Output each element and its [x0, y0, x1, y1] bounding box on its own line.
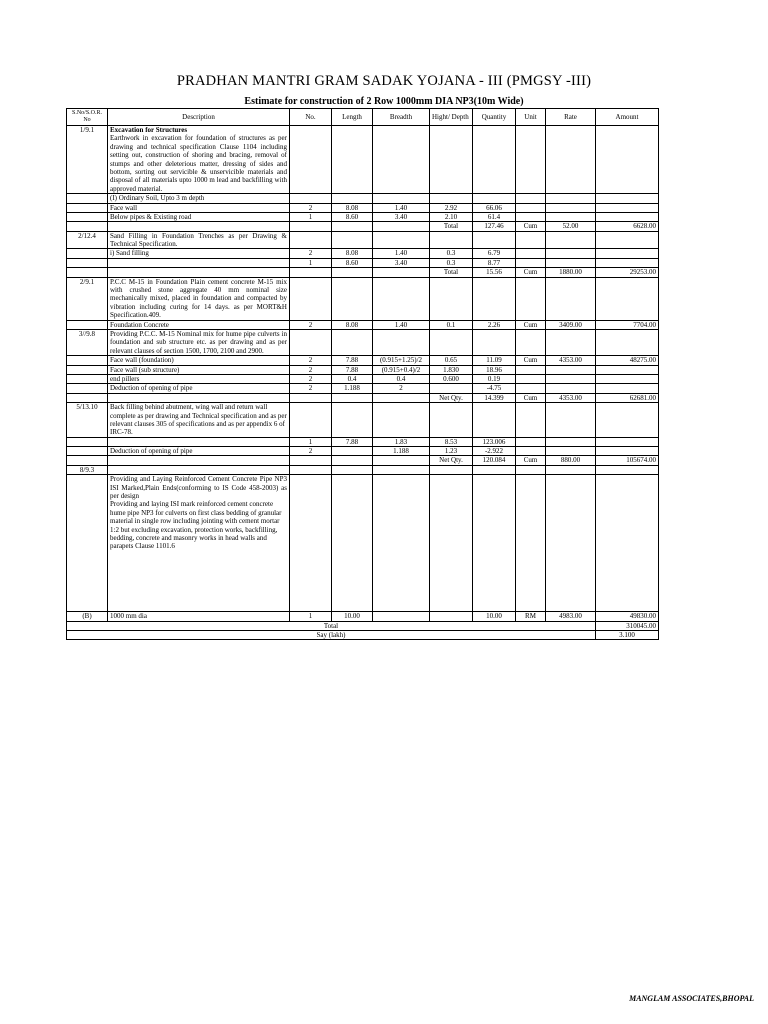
item-description: P.C.C M-15 in Foundation Plain cement concrete M-15 mix with crushed stone aggregate 40 mm nominal size mechanically mixed, placed in foundation and compacted by vibration including curing for 14 days. as per MORT&H Specification.409.: [108, 277, 290, 320]
sor-cell: (B): [67, 612, 108, 621]
row-description: Face wall (foundation): [108, 356, 290, 365]
quantity-cell: 14.399: [473, 393, 516, 402]
document-title: PRADHAN MANTRI GRAM SADAK YOJANA - III (PMGSY -III): [176, 73, 592, 89]
depth-cell: 0.600: [430, 374, 473, 383]
item-description: Providing and laying ISI mark reinforced cement concrete hume pipe NP3 for culverts on first class bedding of granular material in single row including jointing with cement mortar 1:2 but excluding excavation, protection works, backfilling, bedding, concrete and masonry works in head walls and parapets Clause 1101.6: [110, 500, 282, 551]
table-row: [67, 222, 659, 231]
no-cell: 2: [290, 203, 332, 212]
table-row: [67, 447, 659, 456]
document-subtitle: Estimate for construction of 2 Row 1000mm DIA NP3(10m Wide): [244, 96, 524, 107]
row-description: 1000 mm dia: [108, 612, 290, 621]
estimate-table: [66, 108, 659, 640]
sor-cell: 8/9.3: [67, 465, 108, 474]
item-title: Sand Filling in Foundation Trenches as per Drawing & Technical Specification.: [108, 231, 290, 249]
unit-cell: Cum: [516, 268, 546, 277]
sor-cell: 2/12.4: [67, 231, 108, 249]
table-row: [67, 393, 659, 402]
amount-cell: 7704.00: [596, 320, 659, 329]
breadth-cell: 1.188: [373, 447, 430, 456]
rate-cell: 1880.00: [546, 268, 596, 277]
row-description: Foundation Concrete: [108, 320, 290, 329]
table-row: [67, 475, 659, 612]
length-cell: 8.08: [332, 203, 373, 212]
quantity-cell: 10.00: [473, 612, 516, 621]
table-row: [67, 374, 659, 383]
depth-cell: 0.3: [430, 258, 473, 267]
quantity-cell: 66.06: [473, 203, 516, 212]
row-description: i) Sand filling: [108, 249, 290, 258]
row-description: Face wall: [108, 203, 290, 212]
table-row: [67, 329, 659, 355]
table-row: [67, 249, 659, 258]
depth-cell: 2.92: [430, 203, 473, 212]
no-cell: 2: [290, 365, 332, 374]
depth-cell: 8.53: [430, 437, 473, 446]
quantity-cell: -2.922: [473, 447, 516, 456]
length-cell: 7.88: [332, 437, 373, 446]
quantity-cell: 2.26: [473, 320, 516, 329]
quantity-cell: -4.75: [473, 384, 516, 393]
amount-cell: 105674.00: [596, 456, 659, 465]
quantity-cell: 123.006: [473, 437, 516, 446]
item-description: Earthwork in excavation for foundation of structures as per drawing and technical specification Clause 1104 including setting out, construction of shoring and bracing, removal of stumps and other deleterious matter, dressing of sides and bottom, sorting out servicible & unservicible materials and disposal of all materials upto 1000 m lead and backfilling with approved material.: [110, 134, 287, 193]
quantity-cell: 11.09: [473, 356, 516, 365]
quantity-cell: 8.77: [473, 258, 516, 267]
sor-cell: 5/13.10: [67, 403, 108, 438]
amount-cell: 48275.00: [596, 356, 659, 365]
sor-cell: 2/9.1: [67, 277, 108, 320]
no-cell: 2: [290, 447, 332, 456]
quantity-cell: 15.56: [473, 268, 516, 277]
row-description: end pillers: [108, 374, 290, 383]
say-row: [67, 631, 659, 640]
breadth-cell: (0.915+1.25)/2: [373, 356, 430, 365]
item-description: Providing and Laying Reinforced Cement Concrete Pipe NP3 ISI Marked,Plain Ends(conforming to IS Code 458-2003) as per design: [110, 475, 287, 501]
table-row: [67, 212, 659, 221]
breadth-cell: 1.40: [373, 249, 430, 258]
no-cell: 2: [290, 384, 332, 393]
unit-cell: Cum: [516, 222, 546, 231]
table-row: [67, 126, 659, 194]
grand-total-label: Total: [67, 621, 596, 630]
length-cell: 1.188: [332, 384, 373, 393]
table-row: [67, 356, 659, 365]
breadth-cell: 3.40: [373, 212, 430, 221]
table-row: [67, 268, 659, 277]
unit-cell: RM: [516, 612, 546, 621]
unit-cell: Cum: [516, 393, 546, 402]
length-cell: 10.00: [332, 612, 373, 621]
total-label: Net Qty.: [430, 456, 473, 465]
table-row: [67, 231, 659, 249]
length-cell: 8.08: [332, 249, 373, 258]
table-row: [67, 365, 659, 374]
row-description: [108, 437, 290, 446]
breadth-cell: 3.40: [373, 258, 430, 267]
description-cell: [108, 126, 290, 194]
col-header: No.: [290, 109, 332, 126]
amount-cell: 29253.00: [596, 268, 659, 277]
table-row: [67, 403, 659, 438]
row-description: Deduction of opening of pipe: [108, 447, 290, 456]
table-row: [67, 456, 659, 465]
breadth-cell: (0.915+0.4)/2: [373, 365, 430, 374]
breadth-cell: 0.4: [373, 374, 430, 383]
depth-cell: 0.1: [430, 320, 473, 329]
breadth-cell: 1.83: [373, 437, 430, 446]
length-cell: 0.4: [332, 374, 373, 383]
description-cell: [108, 475, 290, 612]
item-description: Back filling behind abutment, wing wall and return wall complete as per drawing and Technical specification and as per relevant clauses 305 of specifications and as per appendix 6 of IRC-78.: [108, 403, 290, 438]
row-description: Deduction of opening of pipe: [108, 384, 290, 393]
no-cell: 1: [290, 212, 332, 221]
no-cell: 1: [290, 437, 332, 446]
depth-cell: 1.23: [430, 447, 473, 456]
quantity-cell: 0.19: [473, 374, 516, 383]
rate-cell: 4983.00: [546, 612, 596, 621]
table-row: [67, 203, 659, 212]
table-row: [67, 320, 659, 329]
col-header: Unit: [516, 109, 546, 126]
row-description: Below pipes & Existing road: [108, 212, 290, 221]
depth-cell: [430, 384, 473, 393]
amount-cell: 49830.00: [596, 612, 659, 621]
say-amount: 3.100: [596, 631, 659, 640]
table-row: [67, 384, 659, 393]
no-cell: 1: [290, 258, 332, 267]
say-label: Say (lakh): [67, 631, 596, 640]
no-cell: 2: [290, 320, 332, 329]
depth-cell: 1.830: [430, 365, 473, 374]
table-row: [67, 194, 659, 203]
table-row: [67, 465, 659, 474]
rate-cell: 4353.00: [546, 356, 596, 365]
rate-cell: 52.00: [546, 222, 596, 231]
length-cell: 8.60: [332, 258, 373, 267]
col-header: Rate: [546, 109, 596, 126]
table-row: [67, 277, 659, 320]
quantity-cell: 18.96: [473, 365, 516, 374]
sor-cell: 1/9.1: [67, 126, 108, 194]
rate-cell: 3409.00: [546, 320, 596, 329]
quantity-cell: 127.46: [473, 222, 516, 231]
footer-company: MANGLAM ASSOCIATES,BHOPAL: [629, 994, 754, 1003]
col-header: Quantity: [473, 109, 516, 126]
total-label: Net Qty.: [430, 393, 473, 402]
grand-total-amount: 310045.00: [596, 621, 659, 630]
amount-cell: 62681.00: [596, 393, 659, 402]
table-row: [67, 437, 659, 446]
quantity-cell: 6.79: [473, 249, 516, 258]
col-header: S.No/S.O.R. No: [67, 109, 108, 126]
length-cell: 8.60: [332, 212, 373, 221]
amount-cell: 6628.00: [596, 222, 659, 231]
length-cell: 7.88: [332, 365, 373, 374]
depth-cell: 0.3: [430, 249, 473, 258]
row-description: [108, 258, 290, 267]
unit-cell: Cum: [516, 320, 546, 329]
table-row: [67, 612, 659, 621]
row-description: Face wall (sub structure): [108, 365, 290, 374]
unit-cell: Cum: [516, 456, 546, 465]
table-row: [67, 258, 659, 267]
no-cell: 1: [290, 612, 332, 621]
quantity-cell: 61.4: [473, 212, 516, 221]
no-cell: 2: [290, 374, 332, 383]
length-cell: 8.08: [332, 320, 373, 329]
depth-cell: 0.65: [430, 356, 473, 365]
quantity-cell: 120.084: [473, 456, 516, 465]
rate-cell: 4353.00: [546, 393, 596, 402]
breadth-cell: 2: [373, 384, 430, 393]
item-title: Excavation for Structures: [110, 126, 188, 134]
sor-cell: 3//9.8: [67, 329, 108, 355]
col-header: Hight/ Depth: [430, 109, 473, 126]
depth-cell: 2.10: [430, 212, 473, 221]
col-header: Description: [108, 109, 290, 126]
length-cell: [332, 447, 373, 456]
col-header: Length: [332, 109, 373, 126]
breadth-cell: 1.40: [373, 320, 430, 329]
total-label: Total: [430, 222, 473, 231]
total-label: Total: [430, 268, 473, 277]
no-cell: 2: [290, 249, 332, 258]
table-header-row: [67, 109, 659, 126]
sub-heading: (I) Ordinary Soil, Upto 3 m depth: [108, 194, 290, 203]
unit-cell: Cum: [516, 356, 546, 365]
col-header: Amount: [596, 109, 659, 126]
no-cell: 2: [290, 356, 332, 365]
length-cell: 7.88: [332, 356, 373, 365]
item-title: Providing P.C.C. M-15 Nominal mix for hume pipe culverts in foundation and sub structure etc. as per drawing and as per relevant clauses of section 1500, 1700, 2100 and 2900.: [108, 329, 290, 355]
breadth-cell: 1.40: [373, 203, 430, 212]
grand-total-row: [67, 621, 659, 630]
rate-cell: 880.00: [546, 456, 596, 465]
col-header: Breadth: [373, 109, 430, 126]
